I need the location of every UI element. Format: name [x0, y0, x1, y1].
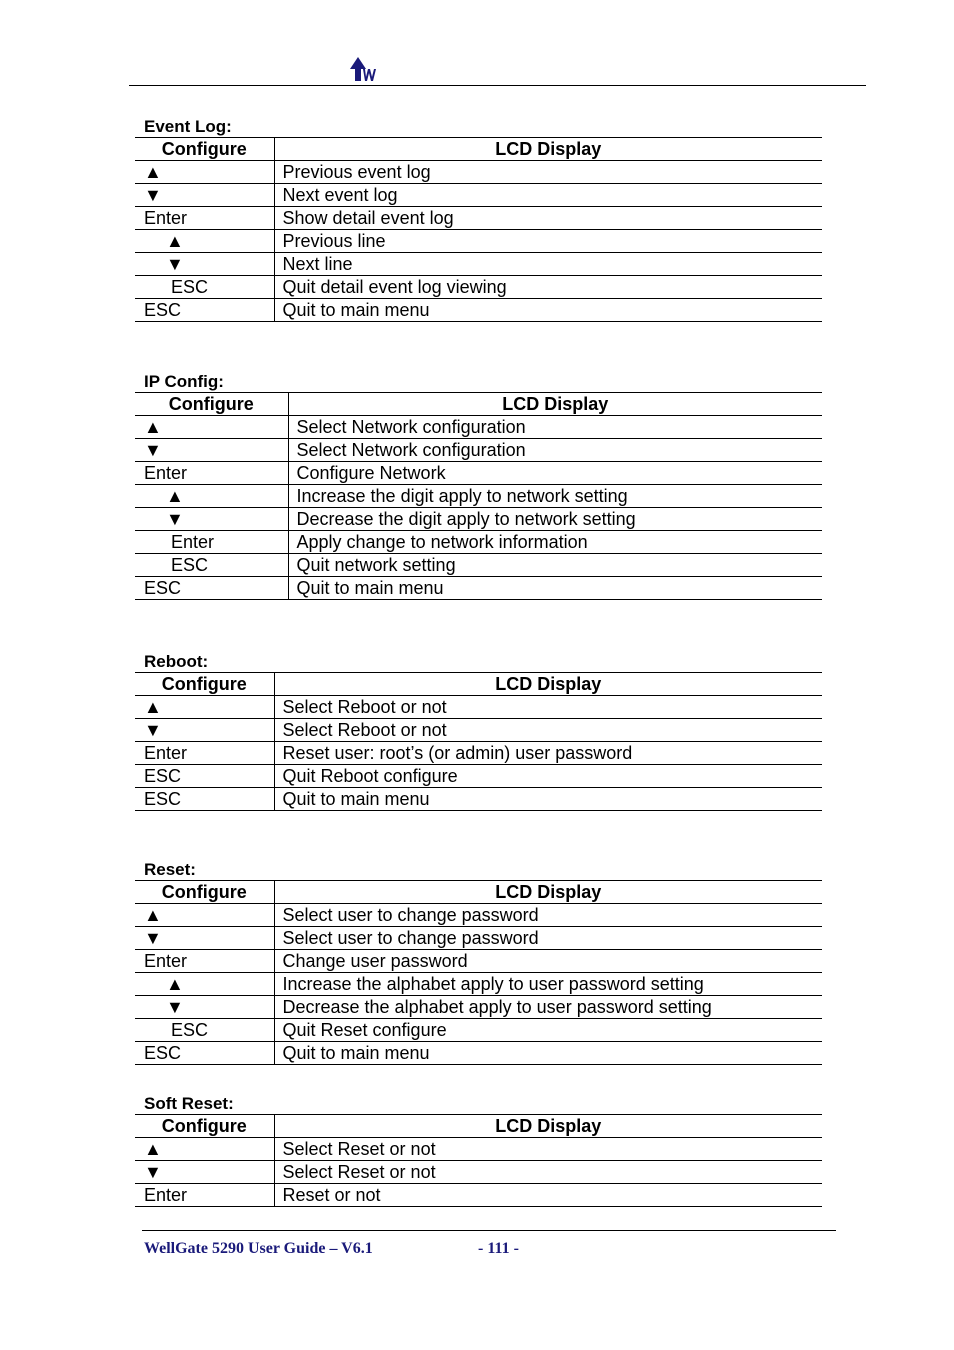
key-cell: ▼ [135, 508, 288, 531]
key-cell: Enter [135, 462, 288, 485]
table-row [135, 439, 822, 462]
table-row [135, 184, 822, 207]
table-row [135, 1161, 822, 1184]
section-title: Reboot: [144, 652, 209, 671]
desc-cell: Quit network setting [288, 554, 822, 577]
desc-cell: Select Network configuration [288, 439, 822, 462]
table-header-row [135, 1115, 822, 1138]
lcd-display-header: LCD Display [274, 673, 822, 696]
key-cell: ESC [135, 788, 274, 811]
table-row [135, 950, 822, 973]
table-row [135, 416, 822, 439]
section-title: Soft Reset: [144, 1094, 234, 1113]
key-cell: ESC [135, 1042, 274, 1065]
key-cell: ▲ [135, 416, 288, 439]
desc-cell: Quit detail event log viewing [274, 276, 822, 299]
key-cell: ▼ [135, 719, 274, 742]
footer-rule [142, 1230, 836, 1231]
ip-config-section [135, 371, 822, 600]
soft-reset-section [135, 1093, 822, 1207]
desc-cell: Quit to main menu [274, 788, 822, 811]
table-header-row [135, 138, 822, 161]
table-row [135, 765, 822, 788]
desc-cell: Show detail event log [274, 207, 822, 230]
key-cell: ▲ [135, 161, 274, 184]
ip-config-table [135, 392, 822, 600]
table-row [135, 531, 822, 554]
desc-cell: Quit to main menu [274, 1042, 822, 1065]
key-cell: ESC [135, 554, 288, 577]
desc-cell: Change user password [274, 950, 822, 973]
key-cell: ▲ [135, 1138, 274, 1161]
footer-guide-title: WellGate 5290 User Guide – V6.1 [144, 1240, 373, 1257]
key-cell: ▼ [135, 253, 274, 276]
key-cell: Enter [135, 742, 274, 765]
desc-cell: Select user to change password [274, 904, 822, 927]
key-cell: ESC [135, 1019, 274, 1042]
event-log-section [135, 116, 822, 322]
key-cell: Enter [135, 1184, 274, 1207]
desc-cell: Select Reboot or not [274, 719, 822, 742]
table-row [135, 485, 822, 508]
configure-header: Configure [135, 881, 274, 904]
desc-cell: Select user to change password [274, 927, 822, 950]
section-title: Event Log: [144, 117, 232, 136]
lcd-display-header: LCD Display [274, 138, 822, 161]
table-row [135, 1042, 822, 1065]
key-cell: Enter [135, 531, 288, 554]
table-row [135, 1184, 822, 1207]
table-row [135, 927, 822, 950]
key-cell: Enter [135, 207, 274, 230]
key-cell: ▼ [135, 184, 274, 207]
configure-header: Configure [135, 138, 274, 161]
table-row [135, 1138, 822, 1161]
table-row [135, 577, 822, 600]
configure-header: Configure [135, 1115, 274, 1138]
table-row [135, 508, 822, 531]
table-row [135, 1019, 822, 1042]
reset-table [135, 880, 822, 1065]
table-row [135, 742, 822, 765]
table-row [135, 161, 822, 184]
desc-cell: Decrease the digit apply to network setting [288, 508, 822, 531]
table-row [135, 719, 822, 742]
event-log-table [135, 137, 822, 322]
key-cell: ESC [135, 765, 274, 788]
desc-cell: Next event log [274, 184, 822, 207]
key-cell: ESC [135, 299, 274, 322]
section-title: Reset: [144, 860, 196, 879]
key-cell: Enter [135, 950, 274, 973]
table-header-row [135, 673, 822, 696]
lcd-display-header: LCD Display [288, 393, 822, 416]
key-cell: ▲ [135, 904, 274, 927]
desc-cell: Quit Reboot configure [274, 765, 822, 788]
desc-cell: Configure Network [288, 462, 822, 485]
reboot-section [135, 651, 822, 811]
lcd-display-header: LCD Display [274, 881, 822, 904]
reboot-table [135, 672, 822, 811]
reset-section [135, 859, 822, 1065]
section-title: IP Config: [144, 372, 224, 391]
desc-cell: Next line [274, 253, 822, 276]
desc-cell: Increase the alphabet apply to user password setting [274, 973, 822, 996]
table-row [135, 462, 822, 485]
table-row [135, 299, 822, 322]
table-row [135, 554, 822, 577]
key-cell: ▲ [135, 230, 274, 253]
desc-cell: Select Network configuration [288, 416, 822, 439]
table-header-row [135, 881, 822, 904]
key-cell: ▲ [135, 696, 274, 719]
desc-cell: Select Reset or not [274, 1161, 822, 1184]
desc-cell: Previous event log [274, 161, 822, 184]
company-arrow-logo-icon [348, 55, 380, 83]
key-cell: ▼ [135, 439, 288, 462]
key-cell: ▲ [135, 485, 288, 508]
table-header-row [135, 393, 822, 416]
header-rule [129, 85, 866, 86]
configure-header: Configure [135, 673, 274, 696]
desc-cell: Select Reboot or not [274, 696, 822, 719]
configure-header: Configure [135, 393, 288, 416]
key-cell: ESC [135, 276, 274, 299]
table-row [135, 696, 822, 719]
table-row [135, 996, 822, 1019]
table-row [135, 276, 822, 299]
table-row [135, 904, 822, 927]
table-row [135, 230, 822, 253]
desc-cell: Select Reset or not [274, 1138, 822, 1161]
desc-cell: Quit to main menu [274, 299, 822, 322]
key-cell: ▼ [135, 1161, 274, 1184]
table-row [135, 973, 822, 996]
lcd-display-header: LCD Display [274, 1115, 822, 1138]
desc-cell: Decrease the alphabet apply to user password setting [274, 996, 822, 1019]
desc-cell: Reset user: root’s (or admin) user password [274, 742, 822, 765]
key-cell: ESC [135, 577, 288, 600]
table-row [135, 253, 822, 276]
desc-cell: Quit to main menu [288, 577, 822, 600]
key-cell: ▼ [135, 927, 274, 950]
soft-reset-table [135, 1114, 822, 1207]
table-row [135, 788, 822, 811]
footer-page-number: - 111 - [478, 1240, 519, 1257]
table-row [135, 207, 822, 230]
key-cell: ▲ [135, 973, 274, 996]
desc-cell: Increase the digit apply to network setting [288, 485, 822, 508]
key-cell: ▼ [135, 996, 274, 1019]
desc-cell: Reset or not [274, 1184, 822, 1207]
desc-cell: Quit Reset configure [274, 1019, 822, 1042]
desc-cell: Previous line [274, 230, 822, 253]
desc-cell: Apply change to network information [288, 531, 822, 554]
